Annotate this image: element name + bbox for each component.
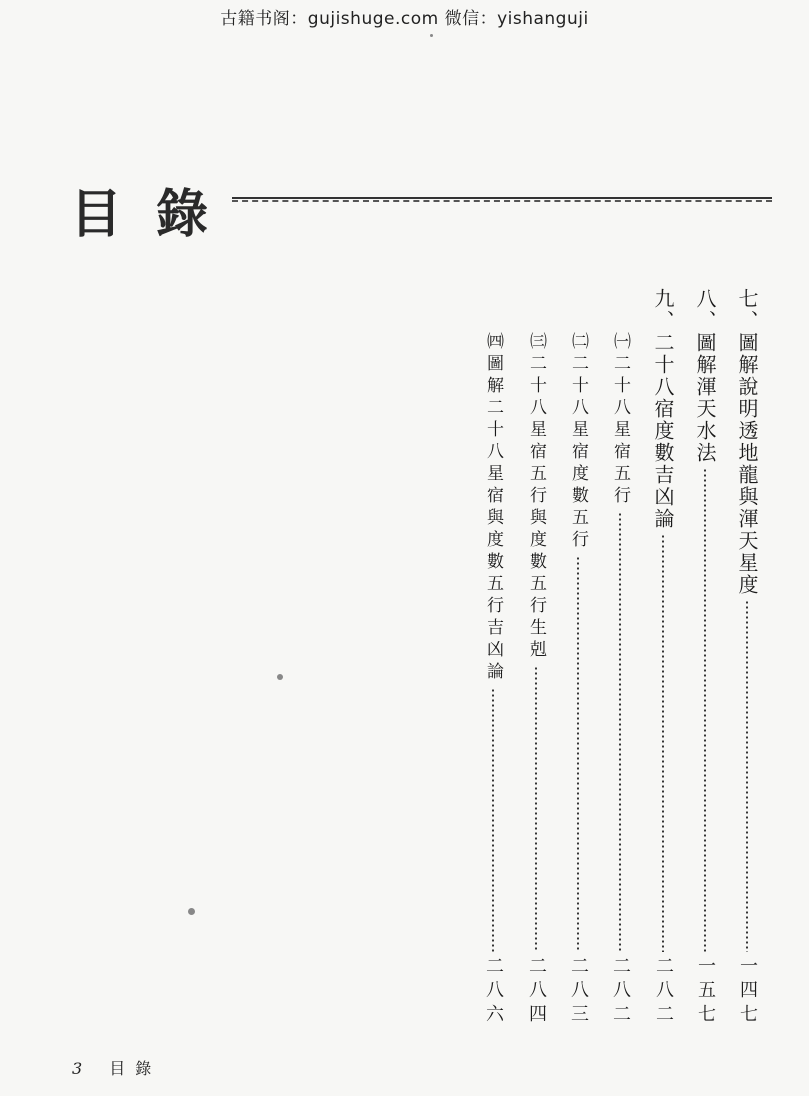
- toc-entry-page: 一五七: [695, 956, 716, 1028]
- toc-leader-dots: [535, 666, 537, 952]
- watermark: 古籍书阁：gujishuge.com 微信：yishanguji: [220, 9, 589, 29]
- toc-entry[interactable]: [732, 288, 762, 1028]
- footer-page-number: 3: [72, 1059, 83, 1078]
- toc-entry-page: 二八二: [653, 956, 674, 1028]
- toc-subentry-page: 二八二: [610, 956, 631, 1028]
- page-footer: [72, 1056, 161, 1079]
- toc-leader-dots: [577, 556, 579, 952]
- toc-entry-title: 七、圖解說明透地龍與渾天星度: [735, 288, 759, 596]
- toc-subentry-title: ㈣圖解二十八星宿與度數五行吉凶論: [483, 332, 503, 684]
- toc-entry-title: 九、二十八宿度數吉凶論: [651, 288, 675, 530]
- toc-entry-title: 八、圖解渾天水法: [693, 288, 717, 464]
- heading-rule: [232, 197, 772, 202]
- toc-subentry[interactable]: [478, 332, 508, 1028]
- toc-subentry-title: ㈠二十八星宿五行: [610, 332, 630, 508]
- scan-speck: [277, 674, 283, 680]
- toc-subentry[interactable]: [563, 332, 593, 1028]
- scan-speck: [188, 908, 195, 915]
- toc-leader-dots: [619, 512, 621, 952]
- toc-leader-dots: [492, 688, 494, 952]
- toc-entry[interactable]: [690, 288, 720, 1028]
- toc-leader-dots: [746, 600, 748, 952]
- page-heading: 目錄: [70, 184, 243, 245]
- toc-entry[interactable]: [648, 288, 678, 1028]
- table-of-contents: [470, 288, 770, 1038]
- toc-subentry-page: 二八四: [526, 956, 547, 1028]
- toc-entry-page: 一四七: [737, 956, 758, 1028]
- toc-leader-dots: [662, 534, 664, 952]
- footer-label: 目錄: [109, 1059, 162, 1078]
- toc-subentry-title: ㈡二十八星宿度數五行: [568, 332, 588, 552]
- toc-subentry-title: ㈢二十八星宿五行與度數五行生剋: [526, 332, 546, 662]
- toc-subentry[interactable]: [605, 332, 635, 1028]
- scan-speck: [430, 34, 433, 37]
- toc-subentry-page: 二八三: [568, 956, 589, 1028]
- toc-subentry-page: 二八六: [483, 956, 504, 1028]
- toc-subentry[interactable]: [521, 332, 551, 1028]
- toc-leader-dots: [704, 468, 706, 952]
